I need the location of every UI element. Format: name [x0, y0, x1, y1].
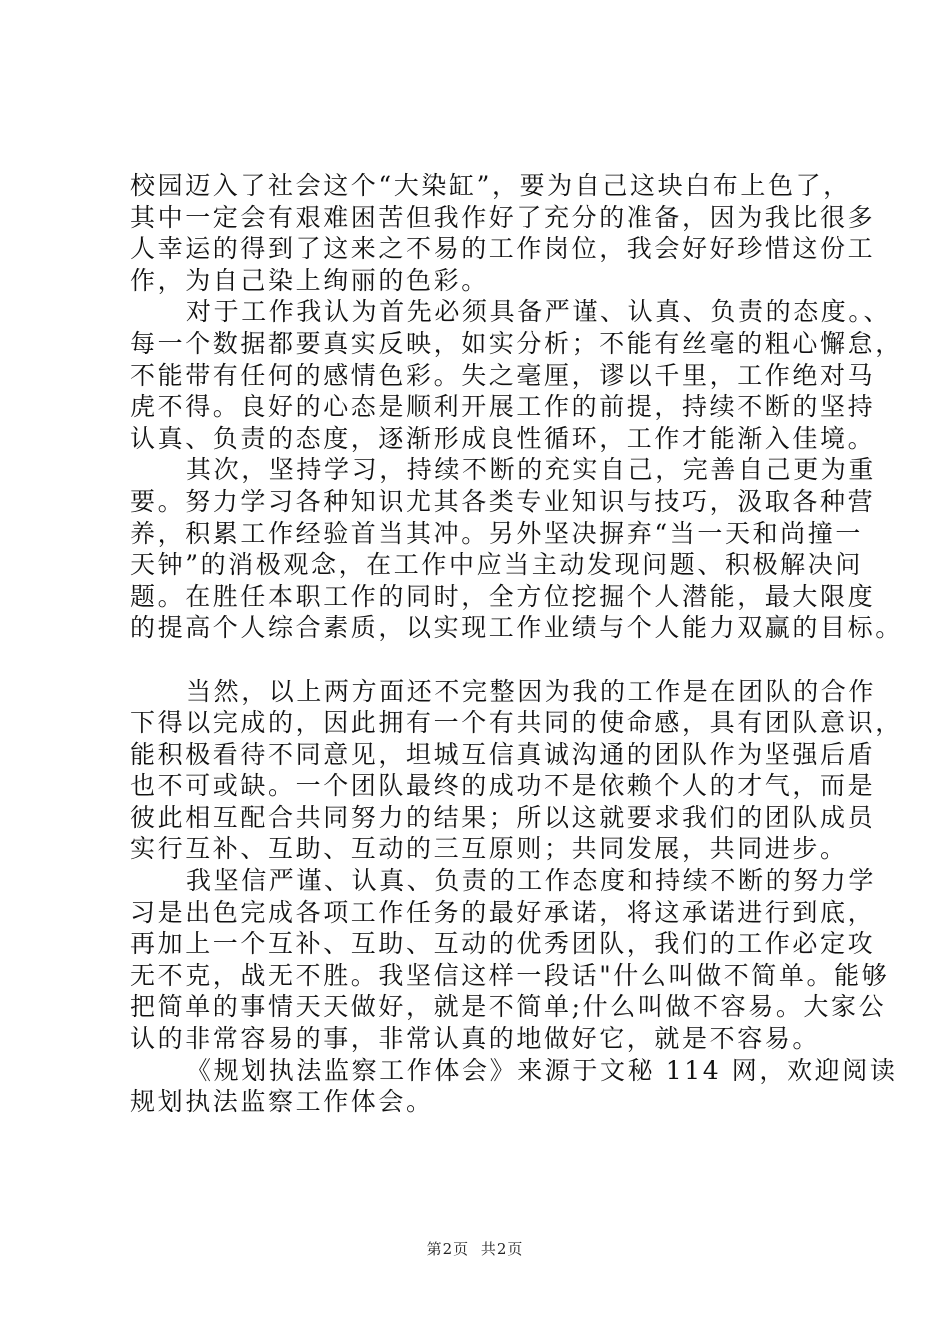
text-line: 虎不得。良好的心态是顺利开展工作的前提，持续不断的坚持: [130, 392, 876, 422]
text-line: 要。努力学习各种知识尤其各类专业知识与技巧，汲取各种营: [130, 486, 876, 516]
text-line: 能积极看待不同意见，坦城互信真诚沟通的团队作为坚强后盾: [130, 739, 876, 769]
text-line: 当然，以上两方面还不完整因为我的工作是在团队的合作: [186, 676, 877, 706]
paragraph-2: [130, 296, 903, 454]
text-line: 题。在胜任本职工作的同时，全方位挖掘个人潜能，最大限度: [130, 581, 876, 611]
text-line: 习是出色完成各项工作任务的最好承诺，将这承诺进行到底，: [130, 897, 876, 927]
paragraph-6-source-note: [130, 1055, 898, 1118]
text-line: 不能带有任何的感情色彩。失之毫厘，谬以千里，工作绝对马: [130, 360, 876, 390]
text-line: 对于工作我认为首先必须具备严谨、认真、负责的态度。、: [186, 297, 892, 327]
text-line: 作，为自己染上绚丽的色彩。: [130, 265, 489, 295]
paragraph-5: [130, 865, 890, 1055]
current-page-label: 第2页: [426, 1240, 470, 1258]
text-line: 规划执法监察工作体会。: [130, 1087, 434, 1117]
paragraph-3: [130, 454, 903, 644]
text-line: 天钟”的消极观念，在工作中应当主动发现问题、积极解决问: [130, 550, 863, 580]
document-body: [130, 170, 903, 1118]
text-line: 其次，坚持学习，持续不断的充实自己，完善自己更为重: [186, 455, 877, 485]
text-line: 的提高个人综合素质，以实现工作业绩与个人能力双赢的目标。: [130, 613, 903, 643]
text-line: 认的非常容易的事，非常认真的地做好它，就是不容易。: [130, 1024, 821, 1054]
text-line: 我坚信严谨、认真、负责的工作态度和持续不断的努力学: [186, 866, 877, 896]
blank-line: [130, 644, 842, 676]
text-line: 人幸运的得到了这来之不易的工作岗位，我会好好珍惜这份工: [130, 234, 876, 264]
text-line: 也不可或缺。一个团队最终的成功不是依赖个人的才气，而是: [130, 771, 876, 801]
text-line: 校园迈入了社会这个“大染缸”，要为自己这块白布上色了，: [130, 171, 851, 200]
text-line: 每一个数据都要真实反映，如实分析；不能有丝毫的粗心懈怠，: [130, 328, 903, 358]
text-line: 无不克，战无不胜。我坚信这样一段话"什么叫做不简单。能够: [130, 960, 890, 990]
page-footer: [0, 1238, 950, 1259]
text-line: 再加上一个互补、互助、互动的优秀团队，我们的工作必定攻: [130, 929, 876, 959]
paragraph-1: [130, 170, 876, 296]
text-line: 《规划执法监察工作体会》来源于文秘 114 网，欢迎阅读: [186, 1055, 898, 1085]
text-line: 实行互补、互助、互动的三互原则；共同发展，共同进步。: [130, 834, 848, 864]
paragraph-4: [130, 676, 903, 866]
text-line: 其中一定会有艰难困苦但我作好了充分的准备，因为我比很多: [130, 202, 876, 232]
total-pages-label: 共2页: [480, 1240, 524, 1258]
text-line: 认真、负责的态度，逐渐形成良性循环，工作才能渐入佳境。: [130, 423, 876, 453]
text-line: 下得以完成的，因此拥有一个有共同的使命感，具有团队意识，: [130, 708, 903, 738]
text-line: 彼此相互配合共同努力的结果；所以这就要求我们的团队成员: [130, 802, 876, 832]
text-line: 养，积累工作经验首当其冲。另外坚决摒弃“当一天和尚撞一: [130, 518, 863, 548]
text-line: 把简单的事情天天做好，就是不简单;什么叫做不容易。大家公: [130, 992, 887, 1022]
